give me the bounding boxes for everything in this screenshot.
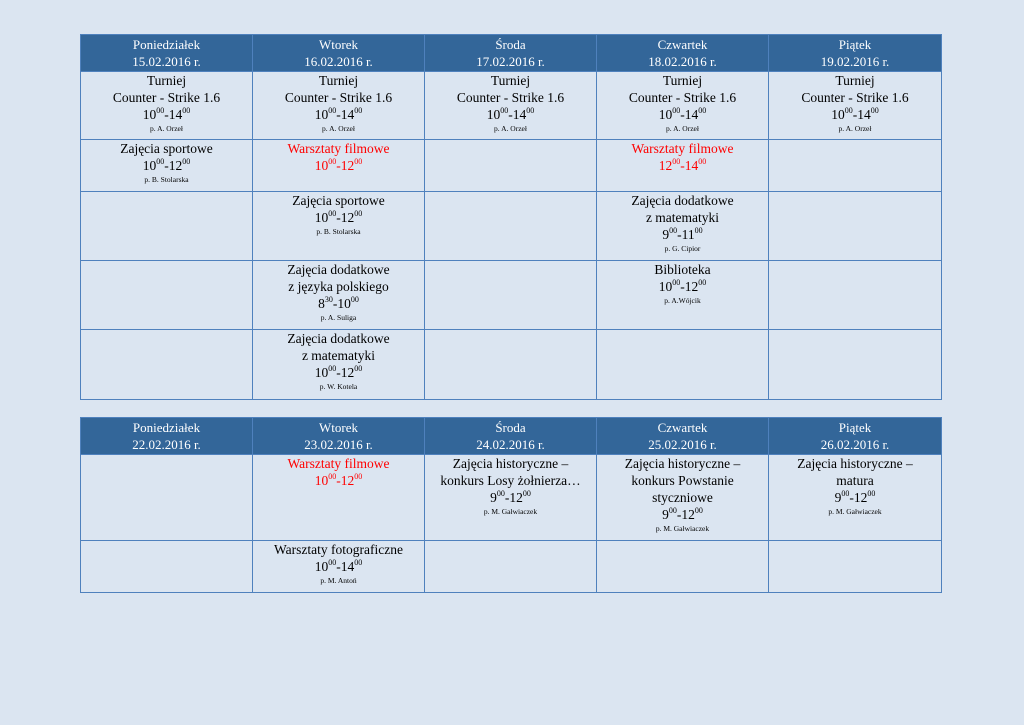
end-minutes: 00 [182,157,191,166]
empty-cell [425,261,597,330]
activity-cell [253,330,425,400]
day-header [597,35,769,72]
start-minutes: 00 [156,106,165,115]
teacher-name: p. A. Orzeł [150,124,183,133]
end-minutes: 00 [354,157,363,166]
empty-cell [425,192,597,261]
teacher-name: p. A. Orzeł [838,124,872,133]
time-separator: - [508,107,513,122]
activity-title: Warsztaty fotograficzne [274,542,403,557]
week-1-header [81,35,942,72]
empty-cell [597,330,769,400]
activity-title: z języka polskiego [288,279,389,294]
activity-title: Biblioteka [654,262,711,277]
activity-title: Counter - Strike 1.6 [628,90,737,105]
day-date: 26.02.2016 r. [820,437,890,452]
activity-time [253,295,424,312]
activity-time [81,106,252,123]
end-minutes: 00 [694,226,703,235]
start-minutes: 00 [500,106,509,115]
end-minutes: 00 [522,489,531,498]
start-hour: 10 [314,158,329,173]
end-minutes: 00 [698,278,707,287]
start-hour: 10 [142,158,157,173]
start-minutes: 00 [156,157,165,166]
start-hour: 9 [490,490,497,505]
end-minutes: 00 [867,489,876,498]
end-minutes: 00 [354,106,363,115]
teacher-name: p. A. Orzeł [494,124,527,133]
start-hour: 9 [662,227,670,242]
schedule-row [81,455,942,541]
day-header [253,35,425,72]
end-hour: 11 [681,227,695,242]
day-name: Czwartek [657,420,708,435]
time-separator: - [504,490,510,505]
activity-title: Zajęcia historyczne – [452,456,569,471]
end-minutes: 00 [870,106,879,115]
end-minutes: 00 [698,106,707,115]
activity-cell [253,72,425,140]
activity-title: Zajęcia dodatkowe [287,262,390,277]
teacher-name: p. M. Antoń [320,576,357,585]
day-name: Poniedziałek [132,37,201,52]
teacher-name: p. A.Wójcik [664,296,701,305]
activity-title: Zajęcia historyczne – [624,456,741,471]
start-minutes: 00 [328,472,337,481]
activity-title: konkurs Powstanie [631,473,734,488]
end-hour: 14 [168,107,183,122]
activity-title: Zajęcia historyczne – [797,456,913,471]
empty-cell [81,455,253,541]
day-date: 22.02.2016 r. [132,437,201,452]
activity-time [253,472,424,489]
time-separator: - [680,107,685,122]
end-minutes: 00 [182,106,191,115]
activity-cell [81,140,253,192]
start-minutes: 00 [669,226,678,235]
activity-time [253,558,424,575]
activity-time [597,506,768,523]
day-date: 15.02.2016 r. [132,54,201,69]
end-minutes: 00 [698,157,707,166]
start-hour: 10 [314,559,329,574]
activity-title: Counter - Strike 1.6 [801,90,909,105]
schedule-row [81,261,942,330]
start-minutes: 30 [324,295,333,304]
activity-title: matura [836,473,874,488]
day-header [81,35,253,72]
activity-time [597,278,768,295]
end-hour: 12 [340,473,355,488]
day-name: Wtorek [319,420,358,435]
activity-time [253,106,424,123]
activity-cell [597,72,769,140]
empty-cell [81,330,253,400]
activity-time [81,157,252,174]
empty-cell [81,192,253,261]
end-hour: 12 [509,490,523,505]
schedule-row [81,192,942,261]
teacher-name: p. A. Orzeł [322,124,355,133]
activity-cell [253,261,425,330]
time-separator: - [680,158,685,173]
activity-title: z matematyki [301,348,376,363]
start-minutes: 00 [668,506,677,515]
empty-cell [769,261,942,330]
start-hour: 8 [318,296,325,311]
time-separator: - [852,107,858,122]
activity-cell [597,455,769,541]
activity-time [769,489,941,506]
start-hour: 10 [314,473,329,488]
end-hour: 12 [340,210,355,225]
empty-cell [81,261,253,330]
activity-time [597,106,768,123]
day-name: Czwartek [657,37,708,52]
start-hour: 10 [486,107,501,122]
time-separator: - [336,158,341,173]
start-hour: 10 [314,210,329,225]
start-minutes: 00 [672,106,681,115]
end-minutes: 00 [694,506,703,515]
start-minutes: 00 [844,106,853,115]
activity-cell [253,140,425,192]
end-minutes: 00 [350,295,359,304]
day-header [769,418,942,455]
teacher-name: p. M. Gałwiaczek [828,507,882,516]
activity-cell [597,192,769,261]
activity-time [253,209,424,226]
end-hour: 14 [857,107,871,122]
teacher-name: p. A. Orzeł [666,124,699,133]
day-header [253,418,425,455]
activity-cell [597,140,769,192]
activity-title: Zajęcia dodatkowe [631,193,734,208]
day-name: Poniedziałek [132,420,201,435]
start-minutes: 00 [328,209,337,218]
day-date: 17.02.2016 r. [476,54,545,69]
end-hour: 14 [340,559,355,574]
activity-time [597,157,768,174]
start-minutes: 00 [328,364,337,373]
schedule-row [81,72,942,140]
day-name: Wtorek [319,37,358,52]
end-hour: 14 [340,107,355,122]
activity-cell [253,541,425,593]
activity-title: Counter - Strike 1.6 [284,90,393,105]
activity-title: Zajęcia sportowe [120,141,213,156]
schedule-row [81,541,942,593]
activity-cell [769,455,942,541]
time-separator: - [164,158,169,173]
teacher-name: p. B. Stolarska [316,227,361,236]
end-minutes: 00 [526,106,535,115]
end-hour: 12 [340,365,355,380]
day-header [81,418,253,455]
activity-cell [597,261,769,330]
end-minutes: 00 [354,209,363,218]
end-hour: 14 [684,158,699,173]
activity-title: Warsztaty filmowe [287,456,390,471]
activity-title: Turniej [318,73,359,88]
end-hour: 10 [337,296,351,311]
start-minutes: 00 [328,106,337,115]
teacher-name: p. B. Stolarska [144,175,189,184]
activity-time [769,106,941,123]
activity-title: Turniej [662,73,703,88]
day-date: 23.02.2016 r. [304,437,373,452]
schedule-week-2 [80,417,942,593]
day-header [425,418,597,455]
day-name: Piątek [838,420,872,435]
time-separator: - [680,279,685,294]
activity-cell [425,455,597,541]
start-minutes: 00 [672,278,681,287]
start-hour: 10 [658,279,673,294]
end-minutes: 00 [354,558,363,567]
activity-cell [253,192,425,261]
schedule-row [81,330,942,400]
end-minutes: 00 [354,364,363,373]
activity-title: Counter - Strike 1.6 [112,90,221,105]
activity-time [253,364,424,381]
end-hour: 12 [681,507,695,522]
week-2-header [81,418,942,455]
activity-title: Warsztaty filmowe [287,141,390,156]
day-name: Piątek [838,37,872,52]
week-1-body [81,72,942,400]
end-hour: 12 [684,279,699,294]
start-minutes: 00 [672,157,681,166]
time-separator: - [336,473,341,488]
start-hour: 10 [658,107,673,122]
time-separator: - [336,107,341,122]
activity-cell [769,72,942,140]
day-date: 25.02.2016 r. [648,437,717,452]
teacher-name: p. G. Cipior [664,244,701,253]
start-minutes: 00 [841,489,850,498]
empty-cell [425,140,597,192]
end-hour: 12 [340,158,355,173]
end-hour: 14 [684,107,699,122]
activity-time [597,226,768,243]
activity-cell [81,72,253,140]
time-separator: - [336,210,341,225]
day-header [597,418,769,455]
time-separator: - [336,559,341,574]
end-hour: 14 [512,107,527,122]
activity-title: Turniej [490,73,531,88]
time-separator: - [332,296,338,311]
time-separator: - [336,365,341,380]
activity-time [425,489,596,506]
start-hour: 10 [831,107,845,122]
day-name: Środa [495,420,526,435]
empty-cell [769,192,942,261]
time-separator: - [164,107,169,122]
activity-cell [253,455,425,541]
start-minutes: 00 [328,558,337,567]
start-hour: 12 [658,158,673,173]
teacher-name: p. M. Gałwiaczek [655,524,710,533]
day-date: 19.02.2016 r. [820,54,890,69]
empty-cell [769,330,942,400]
activity-title: styczniowe [652,490,713,505]
time-separator: - [676,507,682,522]
start-hour: 10 [142,107,157,122]
empty-cell [425,330,597,400]
start-minutes: 00 [328,157,337,166]
day-header [769,35,942,72]
empty-cell [81,541,253,593]
activity-title: Turniej [146,73,187,88]
day-date: 18.02.2016 r. [648,54,717,69]
activity-title: Zajęcia dodatkowe [287,331,390,346]
end-minutes: 00 [354,472,363,481]
start-hour: 10 [314,365,329,380]
start-hour: 10 [314,107,329,122]
day-date: 16.02.2016 r. [304,54,373,69]
activity-title: Turniej [835,73,875,88]
activity-title: Counter - Strike 1.6 [456,90,565,105]
activity-title: konkurs Losy żołnierza… [440,473,581,488]
schedule-row [81,140,942,192]
activity-title: Warsztaty filmowe [631,141,734,156]
teacher-name: p. M. Gałwiaczek [483,507,538,516]
day-date: 24.02.2016 r. [476,437,545,452]
empty-cell [597,541,769,593]
activity-time [253,157,424,174]
empty-cell [769,541,942,593]
time-separator: - [677,227,682,242]
teacher-name: p. A. Suliga [320,313,357,322]
end-hour: 12 [853,490,868,505]
day-header [425,35,597,72]
time-separator: - [849,490,854,505]
empty-cell [769,140,942,192]
activity-title: z matematyki [645,210,720,225]
start-minutes: 00 [496,489,505,498]
activity-cell [425,72,597,140]
teacher-name: p. W. Kotela [319,382,358,391]
day-name: Środa [495,37,526,52]
activity-title: Zajęcia sportowe [292,193,385,208]
start-hour: 9 [834,490,842,505]
end-hour: 12 [168,158,183,173]
start-hour: 9 [662,507,669,522]
activity-time [425,106,596,123]
week-2-body [81,455,942,593]
schedule-week-1 [80,34,942,400]
empty-cell [425,541,597,593]
